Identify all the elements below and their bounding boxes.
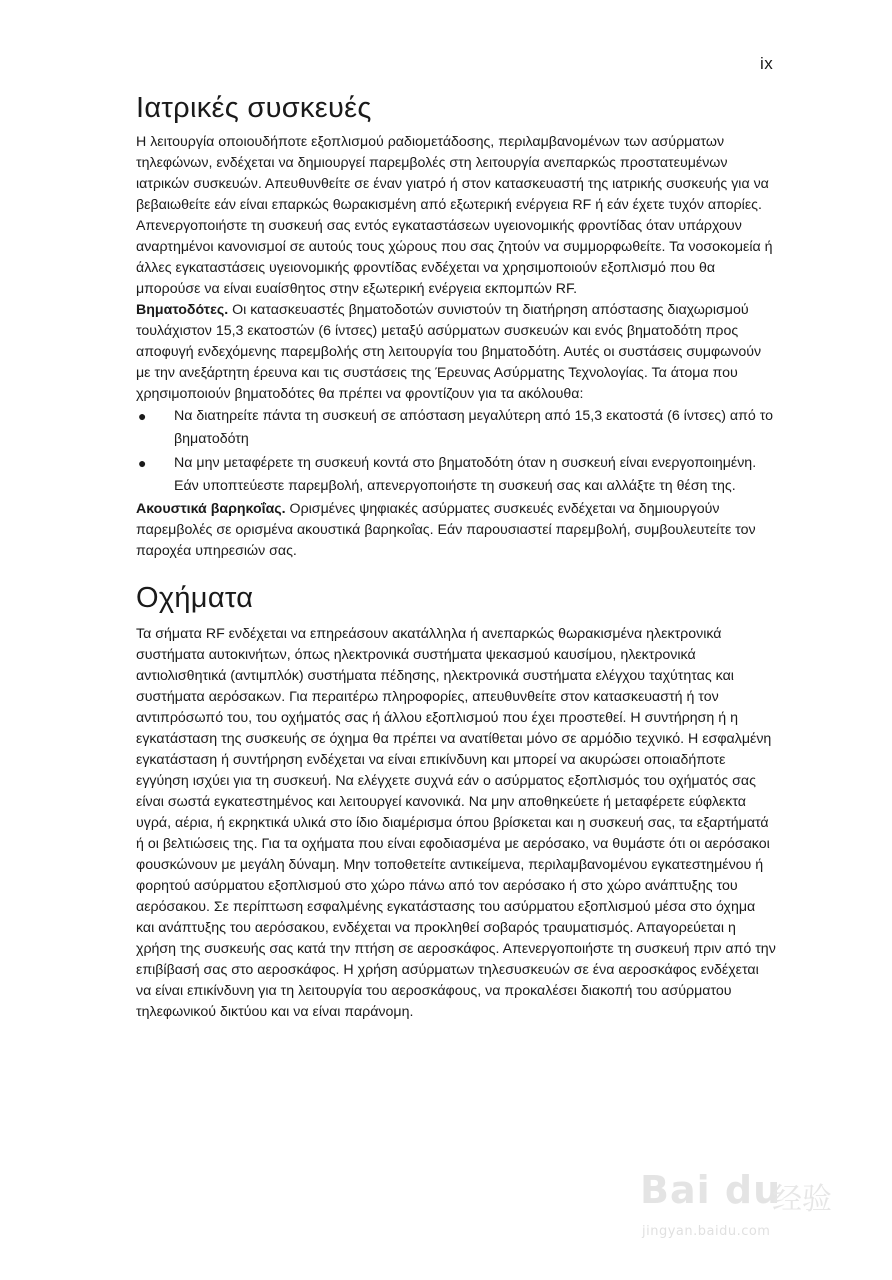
bullet-icon: ●	[138, 455, 147, 471]
hearing-aids-paragraph	[136, 499, 776, 562]
page-content	[136, 88, 776, 1023]
hearing-aids-text: Ορισμένες ψηφιακές ασύρματες συσκευές ενδέχεται να δημιουργούν παρεμβολές σε ορισμένα ακουστικά βαρηκοΐας. Εάν παρουσιαστεί παρεμβολή, συμβουλευτείτε τον παροχέα υπηρεσιών σας.	[136, 501, 756, 559]
vehicles-paragraph: Τα σήματα RF ενδέχεται να επηρεάσουν ακατάλληλα ή ανεπαρκώς θωρακισμένα ηλεκτρονικά συστήματα αυτοκινήτων, όπως ηλεκτρονικά συστήματα ψεκασμού καυσίμου, ηλεκτρονικά αντιολισθητικά (αντιμπλόκ) συστήματα πέδησης, ηλεκτρονικά συστήματα ελέγχου ταχύτητας και συστήματα αερόσακων. Για περαιτέρω πληροφορίες, απευθυνθείτε στον κατασκευαστή ή τον αντιπρόσωπό του, του οχήματός σας ή άλλου εξοπλισμού που έχει προστεθεί. Η συντήρηση ή η εγκατάσταση της συσκευής σε όχημα θα πρέπει να ανατίθεται μόνο σε αρμόδιο τεχνικό. Η εσφαλμένη εγκατάσταση ή συντήρηση ενδέχεται να είναι επικίνδυνη και μπορεί να ακυρώσει οποιαδήποτε εγγύηση ισχύει για τη συσκευή. Να ελέγχετε συχνά εάν ο ασύρματος εξοπλισμός του οχήματός σας είναι σωστά εγκατεστημένος και λειτουργεί κανονικά. Να μην αποθηκεύετε ή μεταφέρετε εύφλεκτα υγρά, αέρια, ή εκρηκτικά υλικά στο ίδιο διαμέρισμα όπου βρίσκεται και η συσκευή σας, τα εξαρτήματά ή οι βελτιώσεις της. Για τα οχήματα που είναι εφοδιασμένα με αερόσακο, να θυμάστε ότι οι αερόσακοι φουσκώνουν με μεγάλη δύναμη. Μην τοποθετείτε αντικείμενα, περιλαμβανομένου εγκατεστημένου ή φορητού ασύρματου εξοπλισμού στο χώρο πάνω από τον αερόσακο ή στο χώρο ανάπτυξης του αερόσακου. Σε περίπτωση εσφαλμένης εγκατάστασης του ασύρματου εξοπλισμού μέσα στο όχημα και ανάπτυξης του αερόσακου, ενδέχεται να προκληθεί σοβαρός τραυματισμός. Απαγορεύεται η χρήση της συσκευής σας κατά την πτήση σε αεροσκάφος. Απενεργοποιήστε τη συσκευή πριν από την επιβίβασή σας στο αεροσκάφος. Η χρήση ασύρματων τηλεσυσκευών σε ένα αεροσκάφος ενδέχεται να είναι επικίνδυνη για τη λειτουργία του αεροσκάφους, να προκαλέσει διακοπή του ασύρματου τηλεφωνικού δικτύου και να είναι παράνομη.	[136, 626, 776, 1020]
bullet-text: Να διατηρείτε πάντα τη συσκευή σε απόσταση μεγαλύτερη από 15,3 εκατοστά (6 ίντσες) από το βηματοδότη	[174, 408, 774, 447]
pacemakers-text: Οι κατασκευαστές βηματοδοτών συνιστούν τη διατήρηση απόστασης διαχωρισμού τουλάχιστον 15,3 εκατοστών (6 ίντσες) μεταξύ ασύρματων συσκευών και ενός βηματοδότη προς αποφυγή ενδεχόμενης παρεμβολής στη λειτουργία του βηματοδότη. Αυτές οι συστάσεις συμφωνούν με την ανεξάρτητη έρευνα και τις συστάσεις της Έρευνας Ασύρματης Τεχνολογίας. Τα άτομα που χρησιμοποιούν βηματοδότες θα πρέπει να φροντίζουν για τα ακόλουθα:	[136, 302, 762, 402]
list-item	[136, 405, 776, 451]
hearing-aids-label: Ακουστικά βαρηκοΐας.	[136, 501, 286, 517]
baidu-watermark	[640, 1168, 880, 1268]
watermark-url: jingyan.baidu.com	[642, 1224, 771, 1239]
watermark-logo: Bai du	[640, 1168, 782, 1212]
section-heading-medical-devices: Ιατρικές συσκευές	[136, 92, 372, 124]
watermark-cn-text: 经验	[772, 1182, 832, 1217]
medical-devices-intro: Η λειτουργία οποιουδήποτε εξοπλισμού ραδιομετάδοσης, περιλαμβανομένων των ασύρματων τηλεφώνων, ενδέχεται να δημιουργεί παρεμβολές στη λειτουργία ανεπαρκώς προστατευμένων ιατρικών συσκευών. Απευθυνθείτε σε έναν γιατρό ή στον κατασκευαστή της ιατρικής συσκευής για να βεβαιωθείτε εάν είναι επαρκώς θωρακισμένη από εξωτερική ενέργεια RF ή εάν έχετε τυχόν απορίες. Απενεργοποιήστε τη συσκευή σας εντός εγκαταστάσεων υγειονομικής φροντίδας όταν υπάρχουν αναρτημένοι κανονισμοί σε αυτούς τους χώρους που σας ζητούν να συμμορφωθείτε. Τα νοσοκομεία ή άλλες εγκαταστάσεις υγειονομικής φροντίδας ενδέχεται να χρησιμοποιούν εξοπλισμό που θα μπορούσε να είναι ευαίσθητος στην εξωτερική ενέργεια εκπομπών RF.	[136, 134, 773, 297]
pacemakers-paragraph	[136, 300, 776, 405]
section-heading-vehicles: Οχήματα	[136, 582, 254, 614]
page-number: ix	[760, 54, 774, 73]
pacemaker-bullet-list	[136, 405, 776, 498]
list-item	[136, 452, 776, 498]
pacemakers-label: Βηματοδότες.	[136, 302, 229, 318]
bullet-text: Να μην μεταφέρετε τη συσκευή κοντά στο βηματοδότη όταν η συσκευή είναι ενεργοποιημένη. Εάν υποπτεύεστε παρεμβολή, απενεργοποιήστε τη συσκευή σας και αλλάξτε τη θέση της.	[174, 455, 757, 494]
bullet-icon: ●	[138, 408, 147, 424]
